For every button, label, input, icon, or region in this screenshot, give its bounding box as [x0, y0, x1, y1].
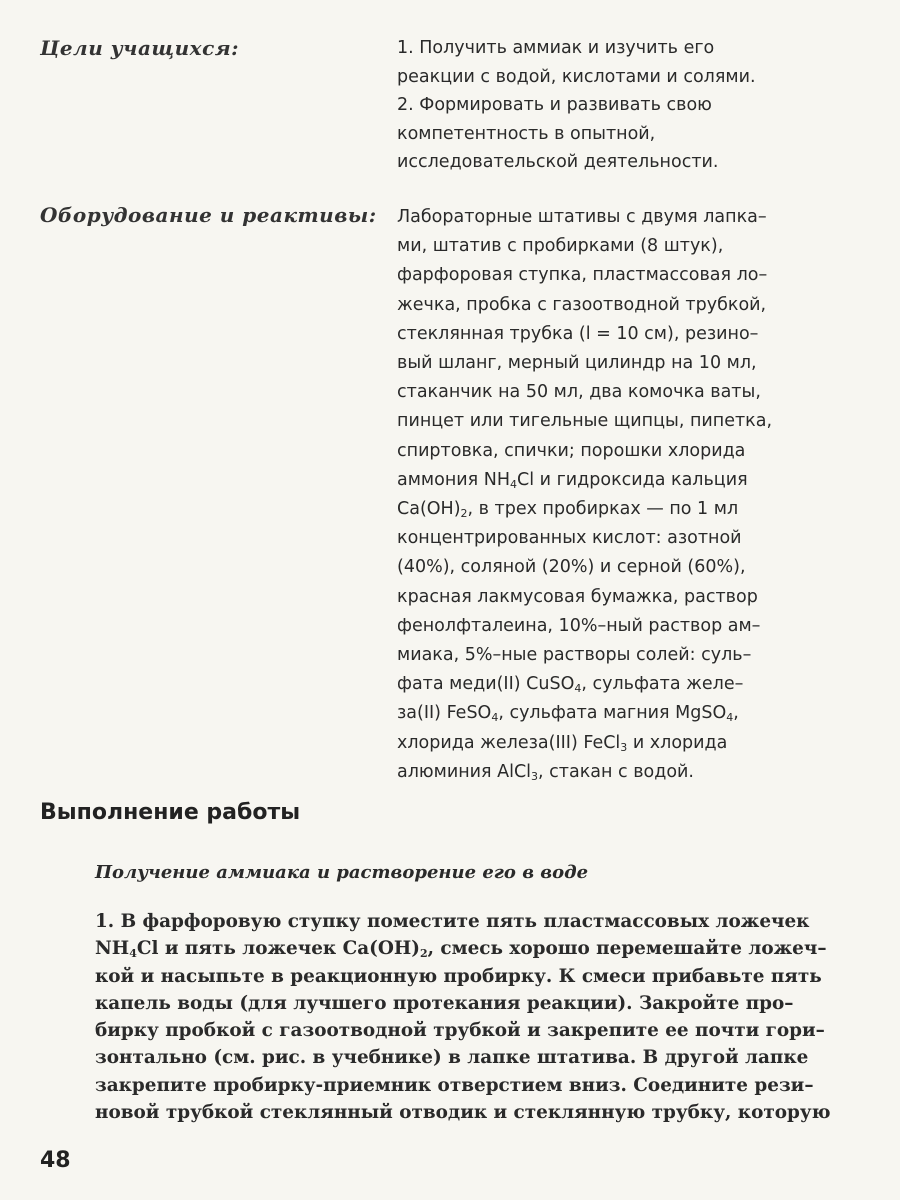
text-run: В фарфоровую ступку поместите пять пластмассовых ложечек	[114, 911, 810, 932]
equipment-line: Лабораторные штативы с двумя лапка–	[397, 207, 767, 227]
goals-line: 1. Получить аммиак и изучить его	[397, 38, 715, 58]
equipment-line: (40%), соляной (20%) и серной (60%),	[397, 557, 746, 578]
equipment-line: вый шланг, мерный цилиндр на 10 мл,	[397, 353, 757, 374]
text-run: хлорида железа(III) FeCl	[397, 732, 621, 753]
text-run: , сульфата магния MgSO	[498, 703, 727, 724]
equipment-line	[397, 699, 867, 728]
subscript: 4	[129, 947, 137, 961]
procedure-line: бирку пробкой с газоотводной трубкой и закрепите ее почти гори–	[95, 1020, 825, 1042]
goals-list	[397, 34, 867, 177]
text-run: ,	[733, 703, 739, 724]
step-number: 1.	[95, 911, 115, 932]
section-title: Выполнение работы	[40, 800, 301, 825]
equipment-label: Оборудование и реактивы:	[40, 203, 377, 227]
subscript: 2	[460, 507, 468, 521]
equipment-line: концентрированных кислот: азотной	[397, 528, 742, 549]
subsection-title: Получение аммиака и растворение его в воде	[95, 862, 589, 883]
procedure-line	[95, 908, 880, 935]
text-run: алюминия AlCl	[397, 761, 532, 782]
page-number: 48	[40, 1148, 71, 1173]
text-run: NH	[95, 938, 130, 960]
goals-line: реакции с водой, кислотами и солями.	[397, 66, 756, 87]
subscript: 4	[510, 477, 517, 491]
equipment-line: стаканчик на 50 мл, два комочка ваты,	[397, 382, 761, 403]
goals-label: Цели учащихся:	[40, 36, 240, 60]
text-run: , стакан с водой.	[538, 761, 694, 782]
procedure-line: закрепите пробирку-приемник отверстием вниз. Соедините рези–	[95, 1074, 814, 1096]
procedure-line: кой и насыпьте в реакционную пробирку. К смеси прибавьте пять	[95, 965, 822, 987]
subscript: 2	[419, 947, 428, 961]
equipment-line	[397, 729, 867, 758]
equipment-line: стеклянная трубка (l = 10 см), резино–	[397, 323, 759, 344]
equipment-line: ми, штатив с пробирками (8 штук),	[397, 236, 724, 257]
subscript: 3	[620, 740, 628, 754]
text-run: Cl и гидроксида кальция	[517, 469, 748, 490]
procedure-line: капель воды (для лучшего протекания реакции). Закройте про–	[95, 992, 794, 1014]
subscript: 4	[491, 711, 499, 725]
text-run: , смесь хорошо перемешайте ложеч–	[427, 938, 827, 960]
subscript: 3	[531, 769, 539, 783]
procedure-line	[95, 935, 880, 962]
equipment-line	[397, 758, 867, 787]
text-run: и хлорида	[627, 732, 728, 753]
equipment-line: миака, 5%–ные растворы солей: суль–	[397, 645, 752, 666]
text-run: Ca(OH)	[397, 499, 461, 520]
text-run: , сульфата желе–	[581, 674, 744, 695]
equipment-line: фарфоровая ступка, пластмассовая ло–	[397, 265, 768, 286]
text-run: , в трех пробирках — по 1 мл	[467, 499, 739, 520]
procedure-line: зонтально (см. рис. в учебнике) в лапке штатива. В другой лапке	[95, 1047, 809, 1069]
text-run: фата меди(II) CuSO	[397, 674, 575, 695]
subscript: 4	[726, 711, 734, 725]
subscript: 4	[574, 682, 582, 696]
equipment-list	[397, 203, 867, 787]
procedure-line: новой трубкой стеклянный отводик и стеклянную трубку, которую	[95, 1102, 831, 1124]
goals-line: 2. Формировать и развивать свою	[397, 95, 712, 115]
equipment-line: красная лакмусовая бумажка, раствор	[397, 586, 758, 607]
equipment-line	[397, 466, 867, 495]
equipment-line: жечка, пробка с газоотводной трубкой,	[397, 294, 767, 315]
goals-line: исследовательской деятельности.	[397, 152, 719, 172]
equipment-line	[397, 670, 867, 699]
equipment-line: спиртовка, спички; порошки хлорида	[397, 440, 746, 461]
equipment-line	[397, 495, 867, 524]
equipment-line: пинцет или тигельные щипцы, пипетка,	[397, 411, 773, 432]
procedure-paragraph	[95, 908, 880, 1126]
text-run: за(II) FeSO	[397, 703, 492, 724]
goals-line: компетентность в опытной,	[397, 123, 656, 144]
text-run: аммония NH	[397, 469, 510, 490]
text-run: Cl и пять ложечек Ca(OH)	[136, 938, 420, 960]
equipment-line: фенолфталеина, 10%–ный раствор ам–	[397, 615, 761, 636]
